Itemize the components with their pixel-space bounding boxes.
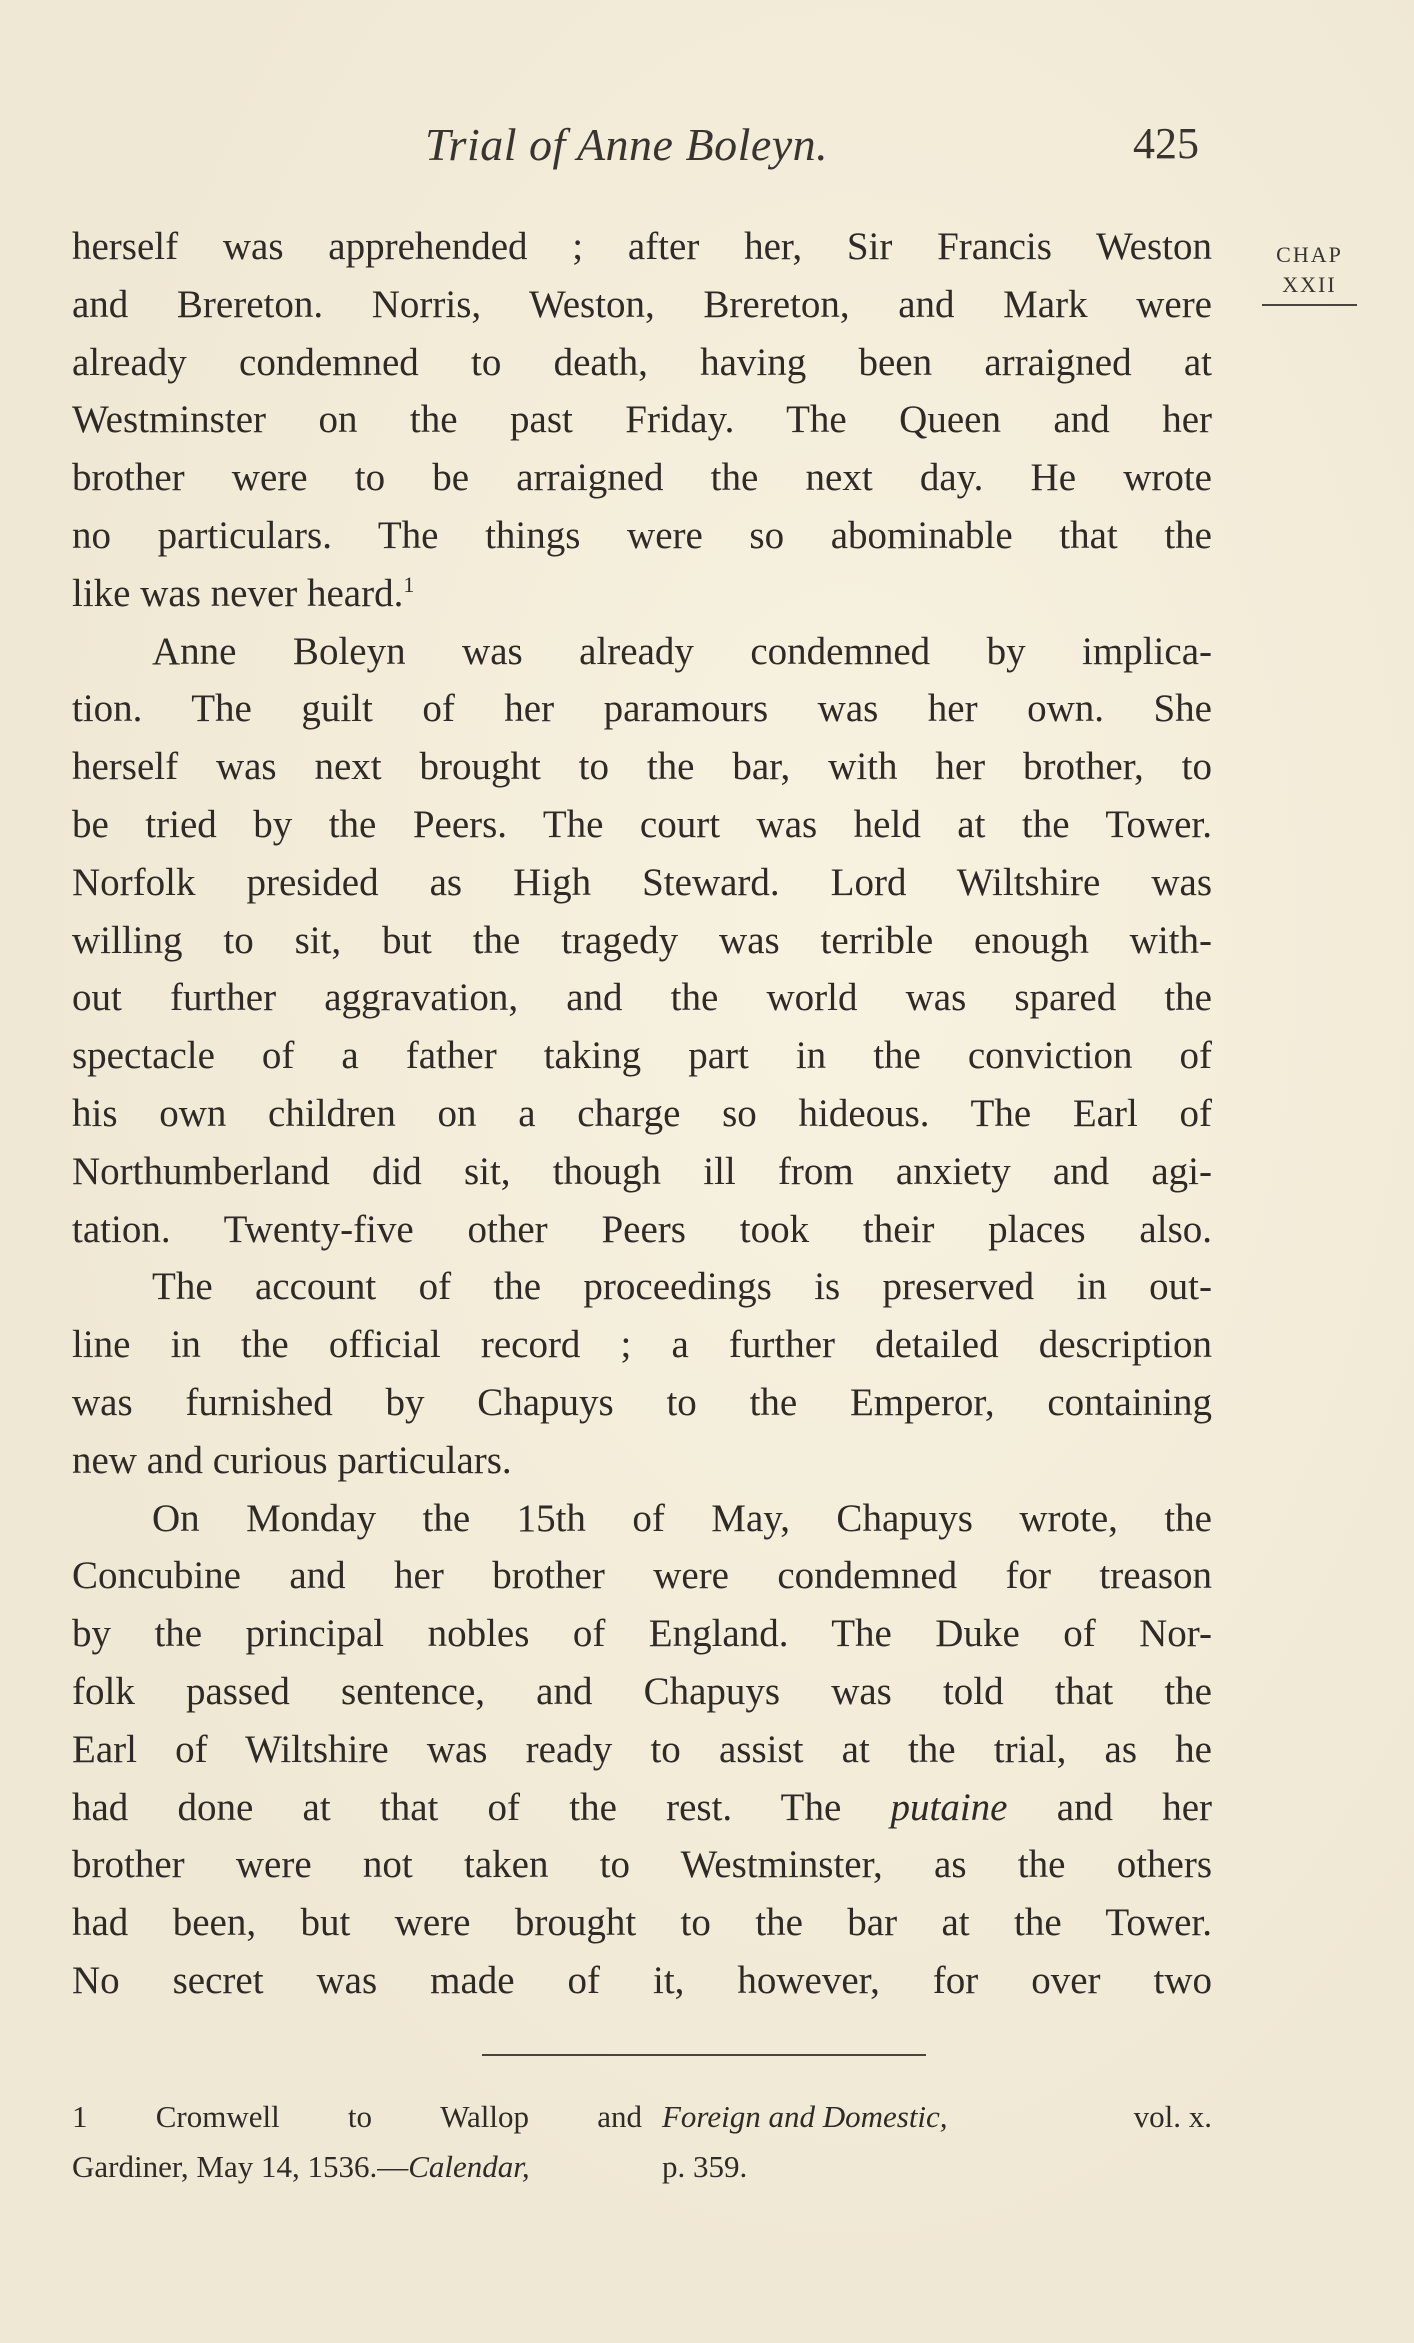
text-line: out further aggravation, and the world was spared the <box>72 976 1212 1020</box>
text-line <box>72 1779 1212 1837</box>
text-line: Northumberland did sit, though ill from anxiety and agi- <box>72 1149 1212 1193</box>
page-number: 425 <box>1133 119 1199 168</box>
footnote-row <box>72 2142 1212 2192</box>
text-line: herself was next brought to the bar, with her brother, to <box>72 745 1212 789</box>
text-line: On Monday the 15th of May, Chapuys wrote, the <box>152 1496 1212 1540</box>
text-line: tion. The guilt of her paramours was her own. She <box>72 687 1212 731</box>
text-line: had been, but were brought to the bar at the Tower. <box>72 1901 1212 1945</box>
text-line: be tried by the Peers. The court was held at the Tower. <box>72 802 1212 846</box>
footnote-row <box>72 2092 1212 2142</box>
footnote-word: and <box>597 2099 642 2134</box>
text-line: tation. Twenty-five other Peers took their places also. <box>72 1207 1212 1251</box>
chapter-side-note <box>1262 240 1357 306</box>
footnote-word: Wallop <box>440 2099 529 2134</box>
footnote-calendar: Calendar, <box>408 2149 530 2184</box>
footnote-volume: vol. x. <box>1133 2099 1212 2134</box>
text-line: brother were not taken to Westminster, as the others <box>72 1843 1212 1887</box>
text-line: his own children on a charge so hideous. The Earl of <box>72 1091 1212 1135</box>
footnote-number: 1 <box>72 2099 88 2134</box>
footnote-citation: Gardiner, May 14, 1536.— <box>72 2149 409 2184</box>
text-line: was furnished by Chapuys to the Emperor, containing <box>72 1380 1212 1424</box>
footnote-right-col <box>662 2092 1212 2142</box>
text-line <box>72 565 1212 623</box>
text-line: spectacle of a father taking part in the conviction of <box>72 1034 1212 1078</box>
text-line: and Brereton. Norris, Weston, Brereton, and Mark were <box>72 282 1212 326</box>
text-line: new and curious particulars. <box>72 1438 512 1482</box>
text-line: by the principal nobles of England. The Duke of Nor- <box>72 1612 1212 1656</box>
text-line: Norfolk presided as High Steward. Lord Wiltshire was <box>72 860 1212 904</box>
text-line: Earl of Wiltshire was ready to assist at the trial, as he <box>72 1727 1212 1771</box>
text-fragment: had done at that of the rest. The <box>72 1785 842 1829</box>
side-note-rule <box>1262 304 1357 306</box>
body-text <box>72 218 1212 2010</box>
footnote-right-col <box>662 2142 1212 2192</box>
chapter-label: CHAP <box>1276 242 1343 267</box>
text-line: already condemned to death, having been arraigned at <box>72 340 1212 384</box>
footnote-rule <box>482 2054 926 2056</box>
footnote-source-title: Foreign and Domestic, <box>662 2099 948 2134</box>
text-line: Concubine and her brother were condemned for treason <box>72 1554 1212 1598</box>
text-fragment: and her <box>1056 1785 1212 1829</box>
text-line: herself was apprehended ; after her, Sir Francis Weston <box>72 225 1212 268</box>
running-title: Trial of Anne Boleyn. <box>425 119 829 170</box>
text-line: brother were to be arraigned the next day. He wrote <box>72 456 1212 500</box>
footnote-marker: 1 <box>403 571 415 597</box>
chapter-number: XXII <box>1282 272 1337 297</box>
footnote-left-col <box>72 2142 662 2192</box>
italic-word: putaine <box>890 1785 1008 1829</box>
text-line: No secret was made of it, however, for over two <box>72 1958 1212 2002</box>
footnote-left-col <box>72 2092 662 2142</box>
text-fragment: like was never heard. <box>72 571 404 615</box>
text-line: no particulars. The things were so abominable that the <box>72 513 1212 557</box>
text-line: folk passed sentence, and Chapuys was told that the <box>72 1669 1212 1713</box>
text-line: line in the official record ; a further detailed description <box>72 1323 1212 1367</box>
text-line: The account of the proceedings is preserved in out- <box>152 1265 1212 1309</box>
footnotes <box>72 2092 1212 2192</box>
text-line: willing to sit, but the tragedy was terrible enough with- <box>72 918 1212 962</box>
footnote-word: to <box>347 2099 373 2134</box>
text-line: Anne Boleyn was already condemned by implica- <box>152 629 1212 673</box>
text-line: Westminster on the past Friday. The Queen and her <box>72 398 1212 442</box>
footnote-page: p. 359. <box>662 2149 748 2184</box>
footnote-word: Cromwell <box>155 2099 280 2134</box>
